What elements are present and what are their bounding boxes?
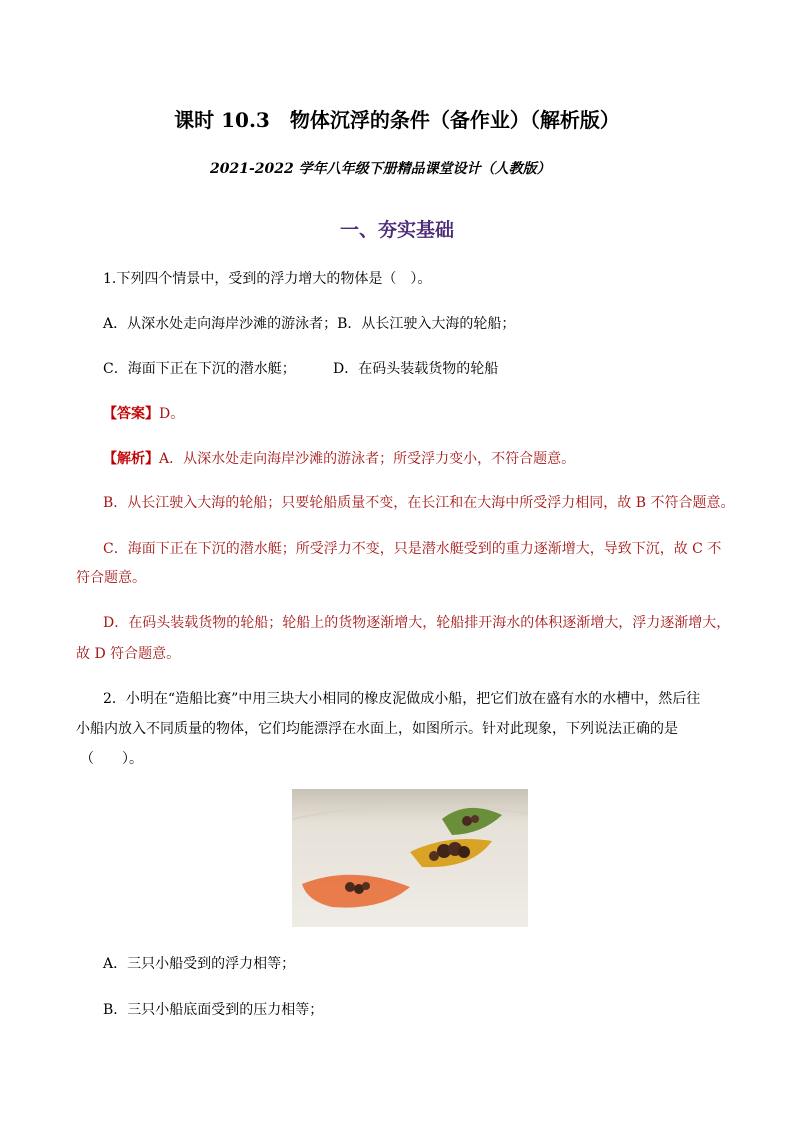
section-heading: 一、夯实基础 [339,219,454,241]
page-title: 课时 10.3 物体沉浮的条件（备作业）（解析版） [174,108,620,132]
q1-analysis-c-line1: C．海面下正在下沉的潜水艇；所受浮力不变，只是潜水艇受到的重力逐渐增大，导致下沉，故 C 不 [103,541,722,557]
q1-option-d: D．在码头装载货物的轮船 [333,361,499,377]
q1-analysis-b: B．从长江驶入大海的轮船；只要轮船质量不变，在长江和在大海中所受浮力相同，故 B 不符合题意。 [103,495,735,511]
orange-boat-cargo [345,882,355,892]
q2-stem-line2: 小船内放入不同质量的物体，它们均能漂浮在水面上，如图所示。针对此现象，下列说法正确的是 [76,721,678,737]
q1-analysis-c-line2: 符合题意。 [76,570,146,586]
q2-stem-line3: （ ）。 [80,751,143,767]
q2-stem-line1: 2．小明在“造船比赛”中用三块大小相同的橡皮泥做成小船，把它们放在盛有水的水槽中，然后往 [103,691,701,707]
q1-stem: 1.下列四个情景中，受到的浮力增大的物体是（ ）。 [103,271,432,287]
q1-answer [103,403,184,423]
yellow-boat-cargo [429,851,439,861]
q1-analysis-d-line2: 故 D 符合题意。 [76,646,181,662]
answer-value: D。 [159,406,185,422]
answer-tag: 【答案】 [103,406,159,422]
page-subtitle: 2021-2022 学年八年级下册精品课堂设计（人教版） [210,161,551,177]
orange-boat-cargo [362,882,370,890]
boats-photo [292,789,528,927]
q1-analysis-a [103,448,575,468]
analysis-tag: 【解析】 [103,451,159,467]
q2-option-b: B．三只小船底面受到的压力相等； [103,1002,324,1018]
green-boat-cargo [462,816,472,826]
green-boat-cargo [471,815,479,823]
yellow-boat-cargo [458,846,470,858]
q1-analysis-d-line1: D．在码头装载货物的轮船；轮船上的货物逐渐增大，轮船排开海水的体积逐渐增大，浮力逐渐增大， [103,615,731,631]
q1-option-c: C．海面下正在下沉的潜水艇； [103,361,296,377]
analysis-a-text: A．从深水处走向海岸沙滩的游泳者；所受浮力变小，不符合题意。 [159,451,576,467]
q2-option-a: A．三只小船受到的浮力相等； [103,956,296,972]
q1-option-ab: A．从深水处走向海岸沙滩的游泳者；B．从长江驶入大海的轮船； [103,316,516,332]
